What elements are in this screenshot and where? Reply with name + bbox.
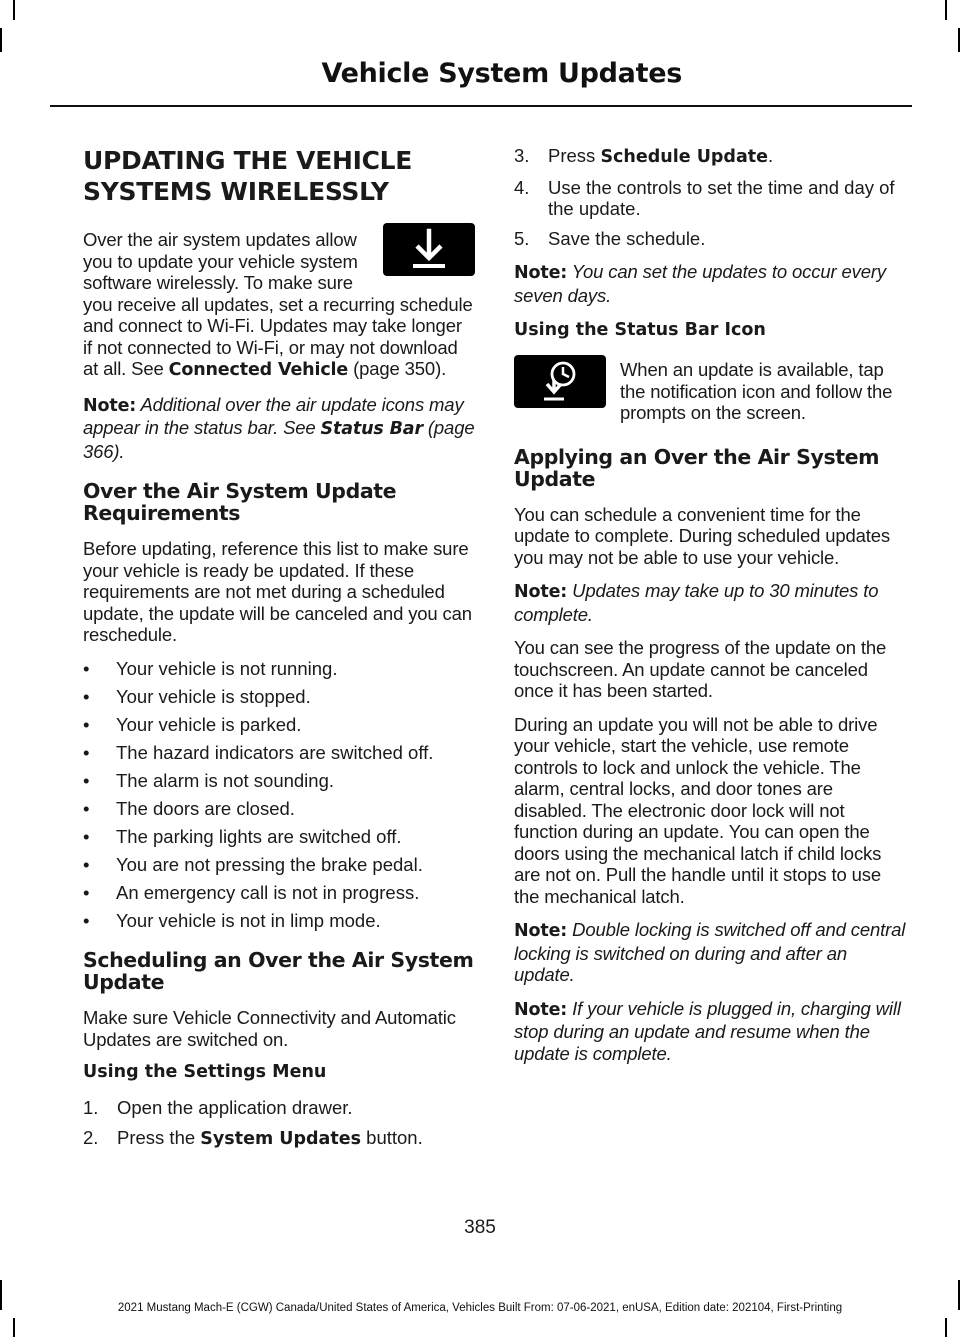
download-icon [383, 223, 475, 276]
note-locking [514, 919, 906, 986]
page-header-title: Vehicle System Updates [321, 58, 682, 89]
crop-mark [13, 1318, 15, 1337]
note-label: Note: [514, 921, 568, 941]
requirements-heading: Over the Air System Update Requirements [83, 479, 397, 525]
connected-vehicle-link[interactable]: Connected Vehicle [168, 360, 349, 380]
crop-mark [945, 1318, 947, 1337]
list-item: • You are not pressing the brake pedal. [83, 854, 475, 876]
list-item: • Your vehicle is not in limp mode. [83, 910, 475, 932]
note-text: Double locking is switched off and central locking is switched on during and after an update. [514, 919, 906, 985]
step-number: 4. [514, 176, 530, 198]
settings-steps [83, 1097, 475, 1150]
settings-menu-heading: Using the Settings Menu [83, 1062, 327, 1082]
crop-mark [13, 0, 15, 20]
status-bar-link[interactable]: Status Bar [320, 419, 423, 439]
note-charging [514, 998, 906, 1065]
step-item [514, 228, 906, 250]
list-item: • The doors are closed. [83, 798, 475, 820]
page-number: 385 [464, 1217, 496, 1238]
intro-page-ref: (page 350). [348, 358, 447, 379]
status-bar-paragraph [514, 359, 906, 424]
scheduling-heading: Scheduling an Over the Air System Update [83, 948, 474, 994]
step-number: 2. [83, 1126, 99, 1148]
status-bar-heading: Using the Status Bar Icon [514, 320, 766, 340]
during-update-paragraph: During an update you will not be able to drive your vehicle, start the vehicle, use remote controls to lock and unlock the vehicle. The alarm, central locks, and door tones are disabled. The electronic door lock will not function during an update. You can open the doors using the mechanical latch if child locks are not on. Pull the handle until it stops to use the mechanical latch. [514, 713, 882, 907]
note-text: If your vehicle is plugged in, charging will stop during an update and resume when the update is complete. [514, 997, 901, 1064]
intro-text: Over the air system updates allow you to update your vehicle system software wirelessly. To make sure you receive all updates, set a recurring schedule and connect to Wi-Fi. Updates may take longer if not connected to Wi-Fi, or may not download at all. See [83, 229, 473, 379]
right-column [514, 145, 906, 1076]
scheduling-paragraph: Make sure Vehicle Connectivity and Automatic Updates are switched on. [83, 1007, 456, 1050]
step-number: 5. [514, 227, 530, 249]
header-divider [50, 105, 912, 107]
list-item: • Your vehicle is parked. [83, 714, 475, 736]
schedule-update-label: Schedule Update [600, 147, 768, 167]
list-item: • An emergency call is not in progress. [83, 882, 475, 904]
status-bar-text: When an update is available, tap the notification icon and follow the prompts on the screen. [620, 359, 893, 423]
note-label: Note: [83, 395, 137, 416]
step-item [83, 1097, 475, 1119]
note-label: Note: [514, 999, 568, 1020]
list-item: • Your vehicle is stopped. [83, 686, 475, 708]
scheduled-download-icon [514, 355, 606, 408]
note-duration [514, 580, 906, 625]
requirements-list [83, 658, 475, 932]
step-item [514, 177, 906, 220]
settings-steps-continued [514, 145, 906, 249]
step-text: Save the schedule. [548, 227, 706, 249]
note-label: Note: [514, 263, 568, 283]
note-text: Updates may take up to 30 minutes to complete. [514, 580, 879, 625]
step-text: Press [548, 145, 601, 166]
applying-heading: Applying an Over the Air System Update [514, 444, 880, 491]
progress-paragraph: You can see the progress of the update on the touchscreen. An update cannot be canceled once it has been started. [514, 637, 887, 701]
applying-paragraph: You can schedule a convenient time for the update to complete. During scheduled updates you may not be able to use your vehicle. [514, 503, 890, 568]
note-text: Additional over the air update icons may appear in the status bar. See [83, 393, 464, 438]
crop-mark [0, 28, 2, 52]
note-text: You can set the updates to occur every seven days. [514, 261, 886, 306]
step-text: Open the application drawer. [117, 1097, 353, 1118]
step-text: button. [361, 1126, 423, 1148]
step-text: . [768, 145, 774, 166]
list-item: • The parking lights are switched off. [83, 826, 475, 848]
step-text: Use the controls to set the time and day of the update. [548, 176, 895, 219]
page-footer: 2021 Mustang Mach-E (CGW) Canada/United States of America, Vehicles Built From: 07-06-2021, enUSA, Edition date: 202104, First-Printing [117, 1302, 843, 1314]
system-updates-label: System Updates [200, 1128, 362, 1149]
step-text: Press the [117, 1126, 201, 1148]
step-number: 3. [514, 145, 530, 166]
requirements-paragraph: Before updating, reference this list to make sure your vehicle is ready be updated. If these requirements are not met during a scheduled update, the update will be canceled and you can reschedule. [83, 538, 472, 645]
note-status-bar [83, 394, 475, 463]
section-heading: UPDATING THE VEHICLE SYSTEMS WIRELESSLY [83, 146, 413, 206]
list-item: • The alarm is not sounding. [83, 770, 475, 792]
step-item [514, 145, 906, 169]
note-page-ref: (page 366). [83, 417, 475, 462]
list-item: • The hazard indicators are switched off. [83, 742, 475, 764]
crop-mark [945, 0, 947, 20]
list-item: • Your vehicle is not running. [83, 658, 475, 680]
step-number: 1. [83, 1097, 99, 1118]
left-column [83, 145, 475, 1162]
note-seven-days [514, 261, 906, 306]
intro-paragraph [83, 229, 475, 382]
note-label: Note: [514, 582, 568, 602]
step-item [83, 1127, 475, 1151]
